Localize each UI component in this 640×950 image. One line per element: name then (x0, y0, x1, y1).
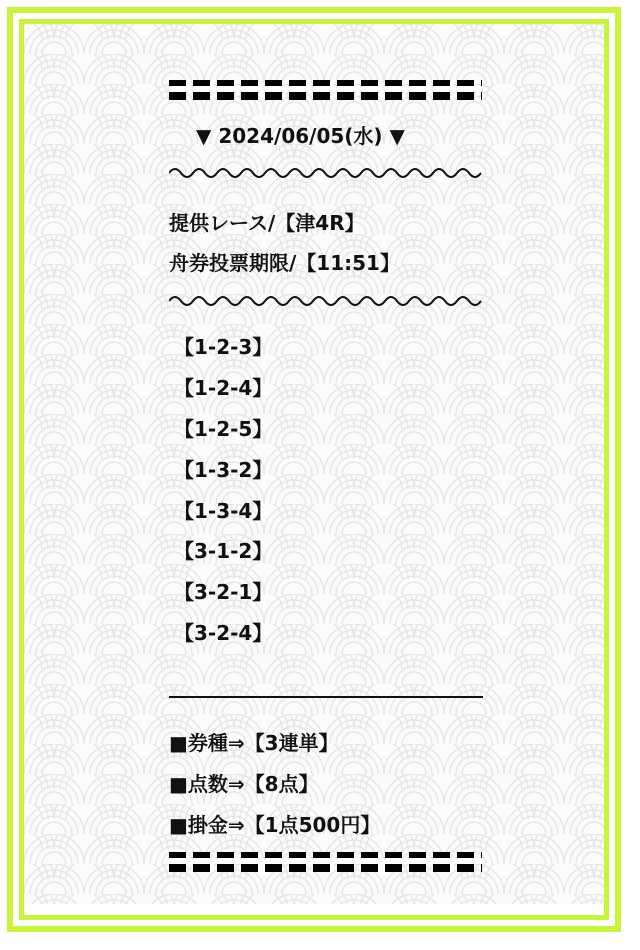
combination-3: 【1-2-5】 (174, 417, 273, 441)
inner-frame (19, 19, 609, 920)
stake-amount: ■掛金⇒【1点500円】 (169, 813, 381, 837)
ticket-type: ■券種⇒【3連単】 (169, 731, 339, 755)
combination-7: 【3-2-1】 (174, 580, 273, 604)
vote-deadline: 舟券投票期限/【11:51】 (169, 251, 400, 275)
wave-divider-top (169, 164, 484, 178)
wave-divider-bottom (169, 292, 484, 306)
combination-4: 【1-3-2】 (174, 458, 273, 482)
bottom-double-bar (169, 852, 482, 872)
combination-1: 【1-2-3】 (174, 335, 273, 359)
horizontal-rule (169, 696, 483, 698)
points-count: ■点数⇒【8点】 (169, 772, 319, 796)
outer-frame (7, 7, 621, 932)
combination-5: 【1-3-4】 (174, 499, 273, 523)
combination-6: 【3-1-2】 (174, 539, 273, 563)
date-line: ▼ 2024/06/05(水) ▼ (196, 124, 405, 148)
top-double-bar (169, 80, 482, 100)
provided-race: 提供レース/【津4R】 (169, 211, 365, 235)
combination-8: 【3-2-4】 (174, 621, 273, 645)
combination-2: 【1-2-4】 (174, 376, 273, 400)
